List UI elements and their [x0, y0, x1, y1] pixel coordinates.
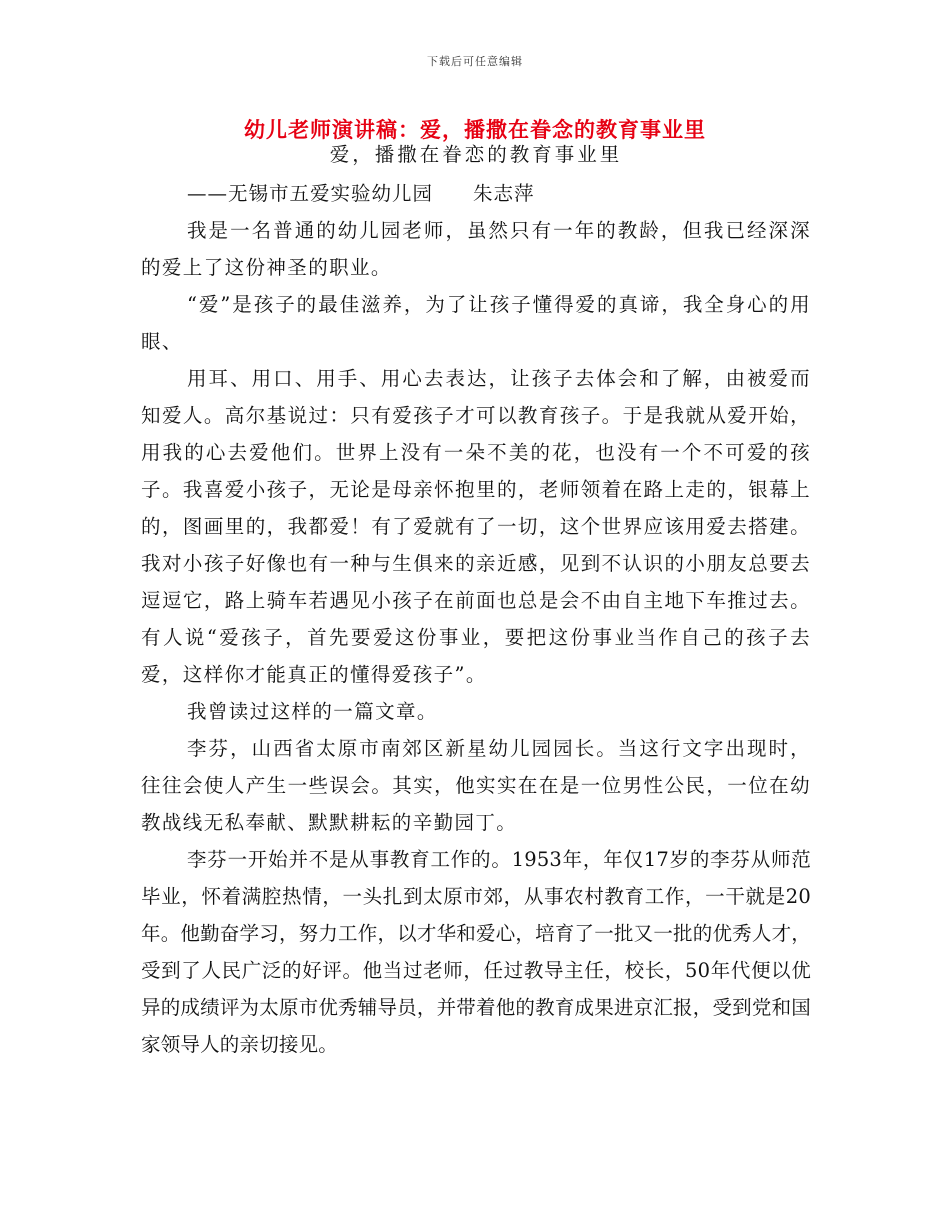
paragraph: 李芬一开始并不是从事教育工作的。1953年，年仅17岁的李芬从师范毕业，怀着满腔热情，一头扎到太原市郊，从事农村教育工作，一干就是20年。他勤奋学习，努力工作，以才华和爱心，培育了一批又一批的优秀人才，受到了人民广泛的好评。他当过老师，任过教导主任，校长，50年代便以优异的成绩评为太原市优秀辅导员，并带着他的教育成果进京汇报，受到党和国家领导人的亲切接见。: [141, 848, 811, 1056]
author-name: 朱志萍: [473, 182, 535, 205]
author-org: ——无锡市五爱实验幼儿园: [187, 182, 434, 205]
paragraph: “爱”是孩子的最佳滋养，为了让孩子懂得爱的真谛，我全身心的用眼、: [141, 293, 811, 353]
paragraph: 李芬，山西省太原市南郊区新星幼儿园园长。当这行文字出现时，往往会使人产生一些误会。其实，他实实在在是一位男性公民，一位在幼教战线无私奉献、默默耕耘的辛勤园丁。: [141, 737, 811, 834]
document-body: [141, 141, 811, 1063]
paragraph: 用耳、用口、用手、用心去表达，让孩子去体会和了解，由被爱而知爱人。高尔基说过：只有爱孩子才可以教育孩子。于是我就从爱开始，用我的心去爱他们。世界上没有一朵不美的花，也没有一个不可爱的孩子。我喜爱小孩子，无论是母亲怀抱里的，老师领着在路上走的，银幕上的，图画里的，我都爱！有了爱就有了一切，这个世界应该用爱去搭建。我对小孩子好像也有一种与生俱来的亲近感，见到不认识的小朋友总要去逗逗它，路上骑车若遇见小孩子在前面也总是会不由自主地下车推过去。有人说“爱孩子，首先要爱这份事业，要把这份事业当作自己的孩子去爱，这样你才能真正的懂得爱孩子”。: [141, 367, 811, 686]
header-note: 下载后可任意编辑: [427, 55, 523, 68]
paragraph: 我曾读过这样的一篇文章。: [187, 700, 438, 723]
subtitle: 爱，播撒在眷恋的教育事业里: [329, 143, 623, 166]
document-title: 幼儿老师演讲稿：爱，播撒在眷念的教育事业里: [244, 117, 706, 142]
paragraph: 我是一名普通的幼儿园老师，虽然只有一年的教龄，但我已经深深的爱上了这份神圣的职业。: [141, 219, 811, 279]
author-line: [141, 175, 811, 212]
